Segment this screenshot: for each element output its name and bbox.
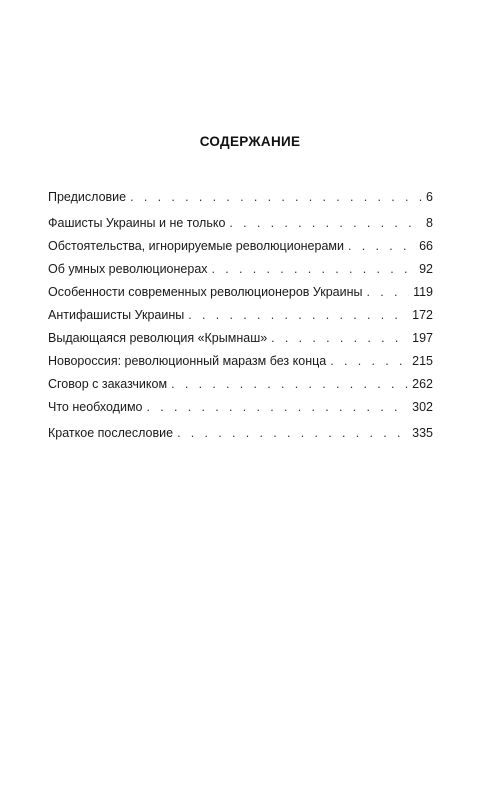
toc-entry-page: 302	[412, 400, 433, 414]
dot-leader	[271, 327, 408, 350]
toc-entry-page: 262	[412, 377, 433, 391]
toc-entry	[48, 373, 433, 396]
toc-entry	[48, 281, 433, 304]
toc-entry-title: Антифашисты Украины	[48, 308, 185, 322]
toc-entry	[48, 304, 433, 327]
toc-entry-page: 66	[419, 239, 433, 253]
dot-leader	[130, 186, 422, 209]
dot-leader	[367, 281, 410, 304]
toc-entry	[48, 327, 433, 350]
toc-entry-title: Сговор с заказчиком	[48, 377, 168, 391]
toc-entry	[48, 350, 433, 373]
toc-entry-page: 8	[426, 216, 433, 230]
toc-entry-title: Обстоятельства, игнорируемые революционерами	[48, 239, 344, 253]
dot-leader	[330, 350, 408, 373]
toc-entry-page: 215	[412, 354, 433, 368]
toc-title: СОДЕРЖАНИЕ	[199, 134, 301, 149]
table-of-contents	[48, 186, 433, 445]
toc-entry-title: Новороссия: революционный маразм без конца	[48, 354, 327, 368]
toc-entry-page: 335	[412, 426, 433, 440]
toc-entry-title: Особенности современных революционеров Украины	[48, 285, 363, 299]
toc-entry-page: 119	[413, 285, 433, 299]
dot-leader	[212, 258, 416, 281]
dot-leader	[177, 422, 408, 445]
toc-entry	[48, 235, 433, 258]
dot-leader	[147, 396, 409, 419]
toc-entry	[48, 422, 433, 445]
dot-leader	[171, 373, 408, 396]
toc-entry-title: Выдающаяся революция «Крымнаш»	[48, 331, 268, 345]
toc-entry	[48, 186, 433, 209]
toc-entry-page: 197	[412, 331, 433, 345]
toc-entry-title: Предисловие	[48, 190, 127, 204]
dot-leader	[229, 212, 422, 235]
toc-entry-page: 6	[426, 190, 433, 204]
toc-entry	[48, 212, 433, 235]
dot-leader	[188, 304, 408, 327]
toc-entry-title: Что необходимо	[48, 400, 143, 414]
toc-entry-title: Краткое послесловие	[48, 426, 174, 440]
toc-entry-title: Об умных революционерах	[48, 262, 208, 276]
toc-entry-page: 172	[412, 308, 433, 322]
toc-entry	[48, 258, 433, 281]
toc-entry-title: Фашисты Украины и не только	[48, 216, 226, 230]
dot-leader	[348, 235, 415, 258]
toc-entry	[48, 396, 433, 419]
toc-entry-page: 92	[419, 262, 433, 276]
